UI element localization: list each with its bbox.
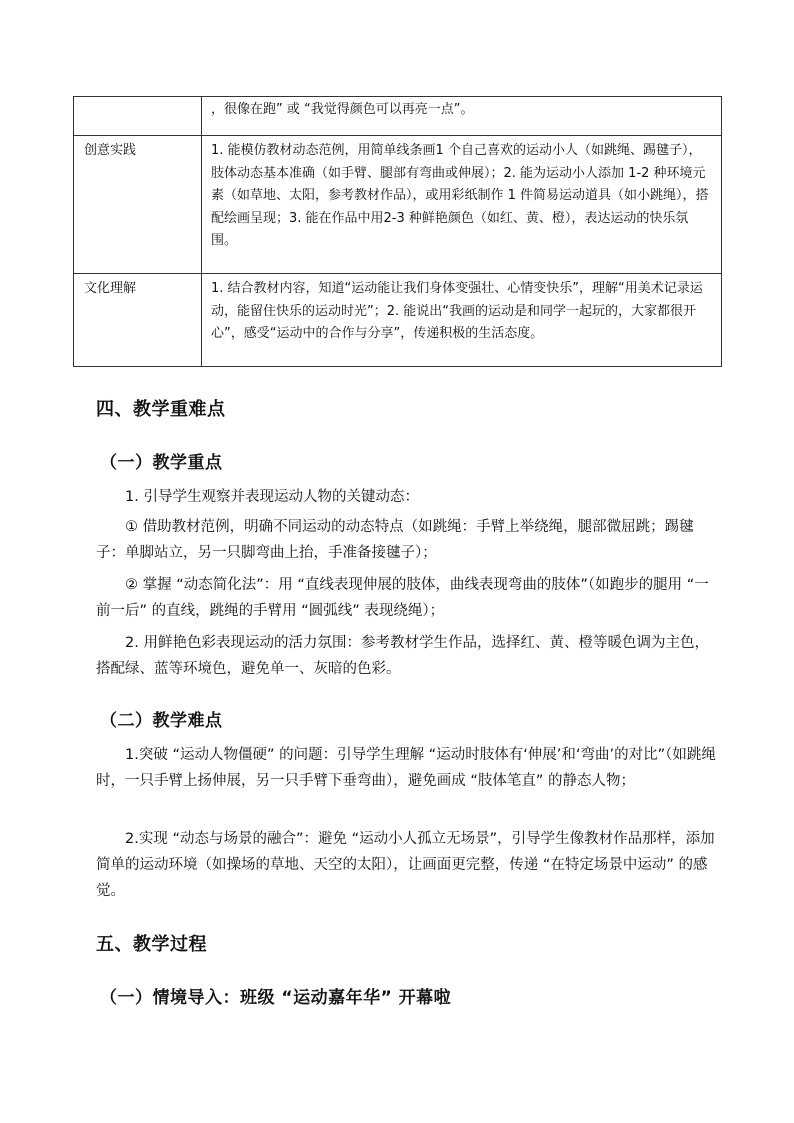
table-cell-content: 1. 结合教材内容，知道“运动能让我们身体变强壮、心情变快乐”，理解“用美术记录运动，能留住快乐的运动时光”；2. 能说出“我画的运动是和同学一起玩的，大家都很开心”，感受“运动中的合作与分享”，传递积极的生活态度。: [202, 274, 722, 367]
paragraph: ② 掌握 “动态简化法”：用 “直线表现伸展的肢体，曲线表现弯曲的肢体”（如跑步的腿用 “一前一后” 的直线，跳绳的手臂用 “圆弧线” 表现绕绳）；: [96, 577, 709, 619]
subsection-heading: （二）教学难点: [100, 711, 223, 731]
paragraph: 2. 用鲜艳色彩表现运动的活力氛围：参考教材学生作品，选择红、黄、橙等暖色调为主色，搭配绿、蓝等环境色，避免单一、灰暗的色彩。: [96, 635, 709, 677]
table-cell-content: 1. 能模仿教材动态范例，用简单线条画1 个自己喜欢的运动小人（如跳绳、踢毽子），肢体动态基本准确（如手臂、腿部有弯曲或伸展）；2. 能为运动小人添加 1-2 种环境元素（如草地、太阳，参考教材作品），或用彩纸制作 1 件简易运动道具（如小跳绳），搭配绘画呈现；3. 能在作品中用2-3 种鲜艳颜色（如红、黄、橙），表达运动的快乐氛围。: [202, 136, 722, 274]
subsection-heading: （一）情境导入：班级 “运动嘉年华” 开幕啦: [100, 988, 452, 1008]
objectives-table: [73, 96, 722, 367]
paragraph: ① 借助教材范例，明确不同运动的动态特点（如跳绳：手臂上举绕绳，腿部微屈跳；踢毽子：单脚站立，另一只脚弯曲上抬，手准备接毽子）；: [96, 519, 694, 561]
paragraph: 1. 引导学生观察并表现运动人物的关键动态：: [125, 489, 419, 505]
paragraph: 2.实现 “动态与场景的融合”：避免 “运动小人孤立无场景”，引导学生像教材作品那样，添加简单的运动环境（如操场的草地、天空的太阳），让画面更完整，传递 “在特定场景中运动” 的感觉。: [96, 831, 715, 899]
table-row: [74, 97, 722, 136]
section-heading: 四、教学重难点: [96, 399, 226, 420]
table-cell-label: 创意实践: [74, 136, 202, 274]
subsection-heading: （一）教学重点: [100, 453, 223, 473]
table-cell-content: ，很像在跑” 或 “我觉得颜色可以再亮一点”。: [202, 97, 722, 136]
table-row: [74, 274, 722, 367]
table-cell-label: [74, 97, 202, 136]
table-row: [74, 136, 722, 274]
paragraph: 1.突破 “运动人物僵硬” 的问题：引导学生理解 “运动时肢体有‘伸展’和‘弯曲’的对比”（如跳绳时，一只手臂上扬伸展，另一只手臂下垂弯曲），避免画成 “肢体笔直” 的静态人物；: [96, 747, 716, 789]
section-heading: 五、教学过程: [96, 934, 207, 955]
table-cell-label: 文化理解: [74, 274, 202, 367]
